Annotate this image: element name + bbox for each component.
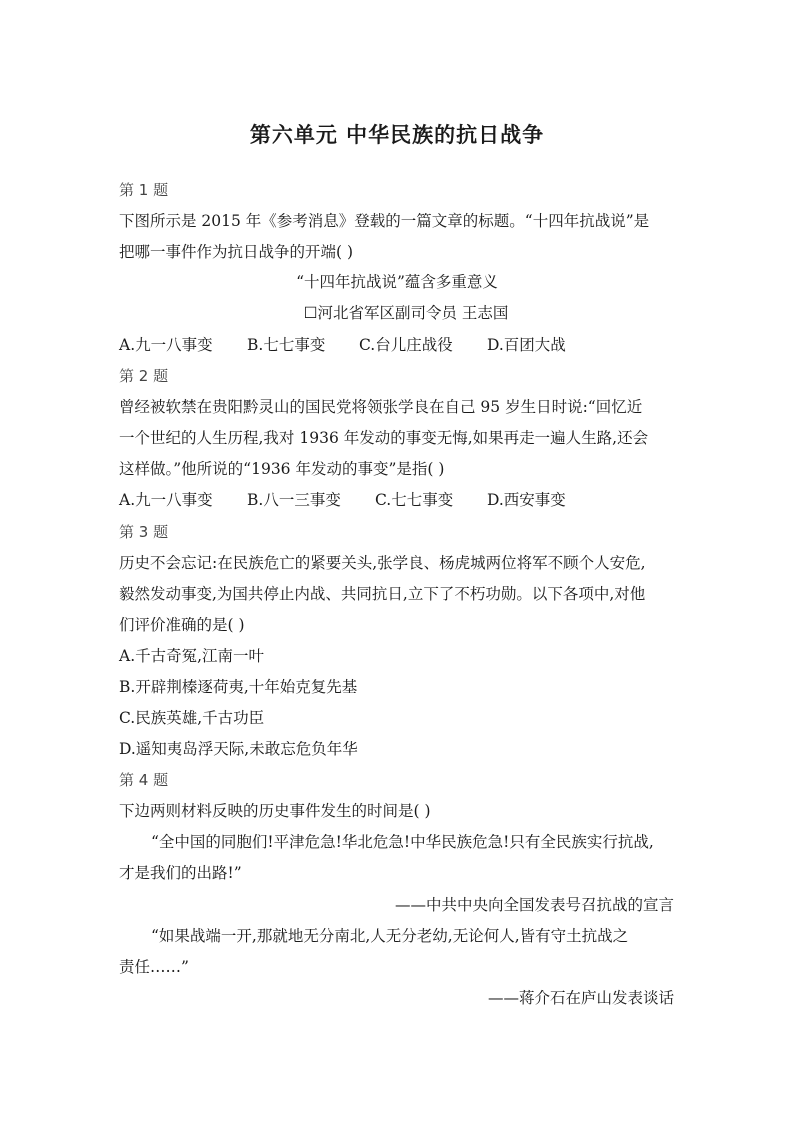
question-2-option-b[interactable]: B.八一三事变 (247, 491, 341, 509)
page-title: 第六单元 中华民族的抗日战争 (249, 123, 545, 147)
question-1-stem-line-1: 下图所示是 2015 年《参考消息》登载的一篇文章的标题。“十四年抗战说”是 (119, 212, 650, 230)
question-2-stem-line-2: 一个世纪的人生历程,我对 1936 年发动的事变无悔,如果再走一遍人生路,还会 (119, 429, 649, 447)
question-2-stem-line-1: 曾经被软禁在贵阳黔灵山的国民党将领张学良在自己 95 岁生日时说:“回忆近 (119, 398, 643, 416)
question-4-label: 第 4 题 (119, 771, 169, 789)
question-1-label: 第 1 题 (119, 181, 169, 199)
material-1-line-1: “全中国的同胞们!平津危急!华北危急!中华民族危急!只有全民族实行抗战, (151, 833, 654, 851)
question-1-option-a[interactable]: A.九一八事变 (119, 336, 213, 354)
question-1-options (119, 335, 566, 355)
question-3-option-b[interactable]: B.开辟荆榛逐荷夷,十年始克复先基 (119, 678, 358, 696)
material-2-line-1: “如果战端一开,那就地无分南北,人无分老幼,无论何人,皆有守土抗战之 (151, 927, 629, 945)
material-1-line-2: 才是我们的出路!” (119, 864, 242, 882)
question-3-option-c[interactable]: C.民族英雄,千古功臣 (119, 709, 265, 727)
question-1-option-c[interactable]: C.台儿庄战役 (359, 336, 453, 354)
question-3-option-a[interactable]: A.千古奇冤,江南一叶 (119, 647, 265, 665)
question-3-option-d[interactable]: D.遥知夷岛浮天际,未敢忘危负年华 (119, 740, 358, 758)
question-2-label: 第 2 题 (119, 367, 169, 385)
material-2-source: ——蒋介石在庐山发表谈话 (487, 989, 674, 1007)
question-2-options (119, 490, 566, 510)
material-2-line-2: 责任……” (119, 958, 189, 976)
question-2-stem-line-3: 这样做。”他所说的“1936 年发动的事变”是指( ) (119, 460, 445, 478)
question-1-stem-line-2: 把哪一事件作为抗日战争的开端( ) (119, 243, 354, 261)
question-2-option-a[interactable]: A.九一八事变 (119, 491, 213, 509)
question-4-stem: 下边两则材料反映的历史事件发生的时间是( ) (119, 802, 431, 820)
question-1-option-d[interactable]: D.百团大战 (487, 336, 566, 354)
question-2-option-c[interactable]: C.七七事变 (375, 491, 454, 509)
question-3-stem-line-2: 毅然发动事变,为国共停止内战、共同抗日,立下了不朽功勋。以下各项中,对他 (119, 585, 646, 603)
question-2-option-d[interactable]: D.西安事变 (487, 491, 566, 509)
question-3-label: 第 3 题 (119, 523, 169, 541)
question-3-stem-line-1: 历史不会忘记:在民族危亡的紧要关头,张学良、杨虎城两位将军不顾个人安危, (119, 554, 646, 572)
question-3-stem-line-3: 们评价准确的是( ) (119, 616, 245, 634)
question-1-byline: ☐河北省军区副司令员 王志国 (303, 304, 509, 322)
question-1-headline: “十四年抗战说”蕴含多重意义 (296, 273, 498, 291)
question-1-option-b[interactable]: B.七七事变 (247, 336, 326, 354)
material-1-source: ——中共中央向全国发表号召抗战的宣言 (394, 896, 674, 914)
